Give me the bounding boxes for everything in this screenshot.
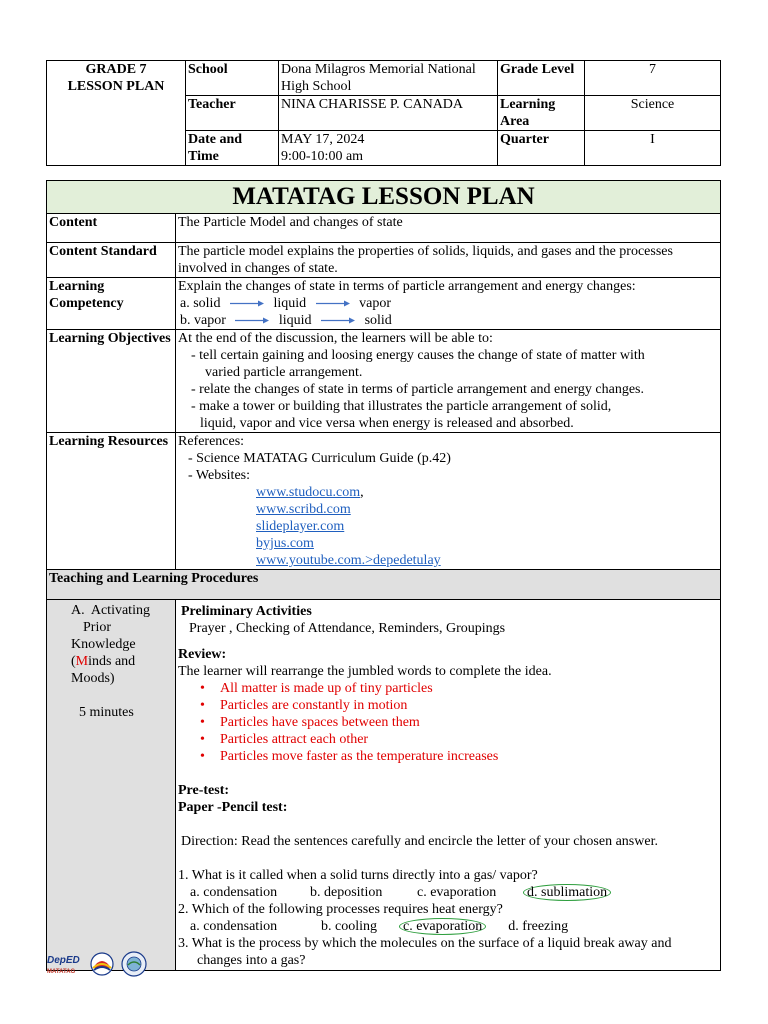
footer-logos [46, 950, 156, 980]
q2-choice-a[interactable]: a. condensation [190, 919, 278, 934]
review-list [178, 680, 718, 765]
resource-link-youtube[interactable]: www.youtube.com.>depedetulay [256, 553, 441, 568]
quarter-label: Quarter [498, 131, 585, 166]
lesson-plan-table [46, 180, 721, 971]
competency-a-mid: liquid [273, 296, 307, 311]
grade-label: GRADE 7 [85, 62, 147, 77]
minds-letter-m: M [75, 654, 89, 669]
learning-competency-value [176, 278, 721, 330]
prior-text: Prior [83, 620, 111, 635]
q2-choice-b[interactable]: b. cooling [321, 919, 377, 934]
objectives-intro: At the end of the discussion, the learners will be able to: [178, 331, 493, 346]
content-value: The Particle Model and changes of state [176, 214, 721, 243]
school-value: Dona Milagros Memorial National High School [279, 61, 498, 96]
procedures-header: Teaching and Learning Procedures [47, 570, 721, 600]
quarter-value: I [585, 131, 721, 166]
minds-moods-line: (Minds and [71, 654, 136, 669]
preliminary-title: Preliminary Activities [181, 604, 312, 619]
page-title: MATATAG LESSON PLAN [47, 181, 721, 214]
teacher-label: Teacher [186, 96, 279, 131]
school-label: School [186, 61, 279, 96]
resource-link-studocu[interactable]: www.studocu.com [256, 485, 361, 500]
paper-pencil-title: Paper -Pencil test: [178, 800, 288, 815]
activating-letter: A. [71, 603, 85, 618]
pretest-title: Pre-test: [178, 783, 230, 798]
competency-line-b [178, 312, 718, 329]
content-label: Content [47, 214, 176, 243]
activity-time: 5 minutes [79, 705, 134, 720]
preliminary-text: Prayer , Checking of Attendance, Reminders, Groupings [189, 621, 506, 636]
teacher-value: NINA CHARISSE P. CANADA [279, 96, 498, 131]
resource-link-slideplayer[interactable]: slideplayer.com [256, 519, 345, 534]
resource-link-byjus[interactable]: byjus.com [256, 536, 314, 551]
bagong-pilipinas-logo [91, 953, 113, 975]
moods-text: Moods) [71, 671, 115, 686]
resource-link-row: www.studocu.com, [178, 484, 718, 501]
grade-level-label: Grade Level [498, 61, 585, 96]
q1-choice-d-circled[interactable]: d. sublimation [523, 884, 611, 901]
svg-text:DepED: DepED [47, 955, 80, 966]
competency-intro: Explain the changes of state in terms of particle arrangement and energy changes: [178, 279, 636, 294]
q2-choice-d[interactable]: d. freezing [508, 919, 569, 934]
learning-resources-label: Learning Resources [47, 433, 176, 570]
date-label: Date and Time [186, 131, 279, 166]
learning-resources-value [176, 433, 721, 570]
arrow-right-icon [230, 299, 264, 308]
q1-choice-c[interactable]: c. evaporation [417, 885, 497, 900]
list-item: • All matter is made up of tiny particles [220, 680, 718, 697]
activating-prior-knowledge-label [47, 600, 176, 971]
resource-link-scribd[interactable]: www.scribd.com [256, 502, 351, 517]
arrow-right-icon [316, 299, 350, 308]
objective-line: varied particle arrangement. [205, 365, 363, 380]
question-3-cont: changes into a gas? [197, 953, 306, 968]
arrow-right-icon [321, 316, 355, 325]
content-standard-label: Content Standard [47, 243, 176, 278]
lesson-plan-label: LESSON PLAN [67, 79, 165, 94]
competency-b-from: b. vapor [180, 313, 226, 328]
learning-area-label: Learning Area [498, 96, 585, 131]
objective-line: - make a tower or building that illustrates the particle arrangement of solid, [191, 399, 612, 414]
q2-choice-c-circled[interactable]: c. evaporation [399, 918, 486, 935]
direction-text: Direction: Read the sentences carefully and encircle the letter of your chosen answer. [181, 834, 658, 849]
list-item: • Particles attract each other [220, 731, 718, 748]
question-1: 1. What is it called when a solid turns directly into a gas/ vapor? [178, 868, 538, 883]
date-time-cell [279, 131, 498, 166]
q1-choice-a[interactable]: a. condensation [190, 885, 278, 900]
knowledge-text: Knowledge [71, 637, 136, 652]
list-item: • Particles move faster as the temperature increases [220, 748, 718, 765]
competency-a-to: vapor [359, 296, 392, 311]
learning-objectives-label: Learning Objectives [47, 330, 176, 433]
learning-objectives-value [176, 330, 721, 433]
question-1-choices [178, 884, 718, 901]
competency-b-to: solid [364, 313, 392, 328]
content-standard-value: The particle model explains the properties of solids, liquids, and gases and the processes involved in changes of state. [176, 243, 721, 278]
footer-logos-graphic [46, 950, 156, 980]
question-3: 3. What is the process by which the molecules on the surface of a liquid break away and [178, 936, 672, 951]
grade-lesson-plan-cell [47, 61, 186, 166]
arrow-right-icon [235, 316, 269, 325]
question-2-choices [178, 918, 718, 935]
svg-text:MATATAG: MATATAG [47, 969, 76, 975]
resources-intro: References: [178, 434, 245, 449]
date-value: MAY 17, 2024 [281, 132, 365, 147]
list-item: • Particles are constantly in motion [220, 697, 718, 714]
competency-a-from: a. solid [180, 296, 221, 311]
time-value: 9:00-10:00 am [281, 149, 364, 164]
review-text: The learner will rearrange the jumbled words to complete the idea. [178, 664, 552, 679]
review-title: Review: [178, 647, 227, 662]
header-table [46, 60, 721, 166]
activating-line [71, 602, 175, 619]
minds-text: inds and [88, 654, 136, 669]
resources-guide: - Science MATATAG Curriculum Guide (p.42) [188, 451, 451, 466]
competency-b-mid: liquid [278, 313, 312, 328]
activating-content [176, 600, 721, 971]
resources-websites-label: - Websites: [188, 468, 250, 483]
school-seal-logo [122, 952, 146, 976]
activating-text: Activating [90, 603, 150, 618]
deped-logo [47, 955, 80, 975]
competency-line-a [178, 295, 718, 312]
objective-line: - relate the changes of state in terms of particle arrangement and energy changes. [191, 382, 644, 397]
objective-line: liquid, vapor and vice versa when energy is released and absorbed. [200, 416, 574, 431]
grade-level-value: 7 [585, 61, 721, 96]
question-2: 2. Which of the following processes requires heat energy? [178, 902, 503, 917]
q1-choice-b[interactable]: b. deposition [310, 885, 383, 900]
learning-area-value: Science [585, 96, 721, 131]
learning-competency-label: Learning Competency [47, 278, 176, 330]
objective-line: - tell certain gaining and loosing energy causes the change of state of matter with [191, 348, 645, 363]
list-item: • Particles have spaces between them [220, 714, 718, 731]
